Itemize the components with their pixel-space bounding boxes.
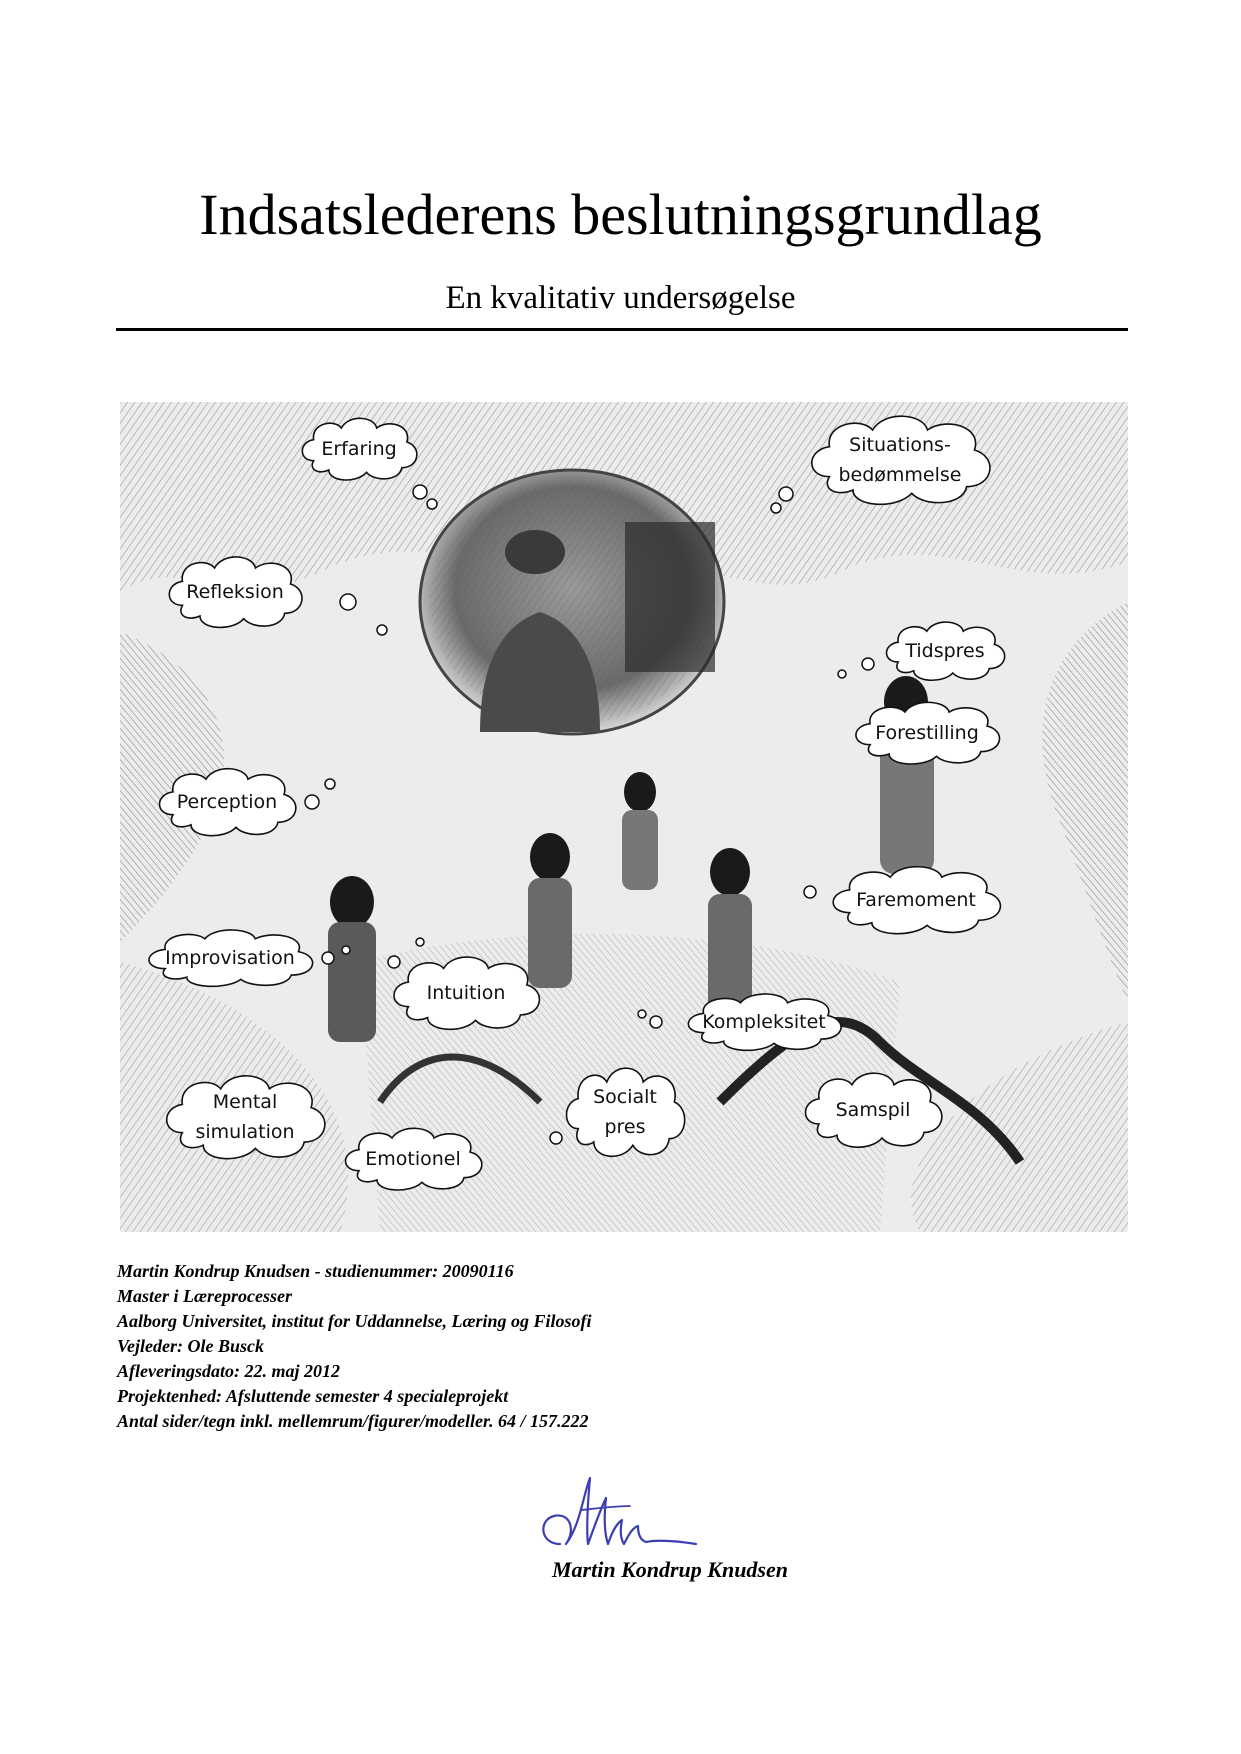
cloud-label: Faremoment (856, 889, 976, 911)
author-line: Martin Kondrup Knudsen - studienummer: 20090116 (117, 1261, 514, 1281)
cloud-label: Forestilling (875, 722, 979, 744)
thought-bubble-trails (120, 402, 1128, 1232)
cloud-label: Mental simulation (195, 1091, 295, 1143)
author-info-block (117, 1259, 592, 1434)
cloud-label: Perception (176, 791, 278, 813)
page-count-line: Antal sider/tegn inkl. mellemrum/figurer/modeller. 64 / 157.222 (117, 1411, 589, 1431)
cloud-label: Kompleksitet (702, 1011, 826, 1033)
cloud-label: Tidspres (905, 640, 985, 662)
institution-line: Aalborg Universitet, institut for Uddannelse, Læring og Filosofi (117, 1311, 592, 1331)
cloud-label: Erfaring (321, 438, 397, 460)
cloud-label: Refleksion (186, 581, 284, 603)
cloud-label: Situations- bedømmelse (838, 434, 962, 486)
cloud-label: Intuition (426, 982, 506, 1004)
delivery-date-line: Afleveringsdato: 22. maj 2012 (117, 1361, 340, 1381)
cloud-label: Samspil (835, 1099, 911, 1121)
title-divider (116, 328, 1128, 331)
cloud-label: Socialt pres (593, 1086, 657, 1138)
project-unit-line: Projektenhed: Afsluttende semester 4 specialeprojekt (117, 1386, 509, 1406)
document-subtitle: En kvalitativ undersøgelse (445, 280, 796, 316)
handwritten-signature (520, 1470, 720, 1560)
signature-name: Martin Kondrup Knudsen (552, 1557, 788, 1582)
supervisor-line: Vejleder: Ole Busck (117, 1336, 264, 1356)
programme-line: Master i Læreprocesser (117, 1286, 292, 1306)
cover-illustration (120, 402, 1128, 1232)
cloud-label: Improvisation (165, 947, 295, 969)
document-title: Indsatslederens beslutningsgrundlag (199, 182, 1042, 247)
cloud-label: Emotionel (365, 1148, 461, 1170)
